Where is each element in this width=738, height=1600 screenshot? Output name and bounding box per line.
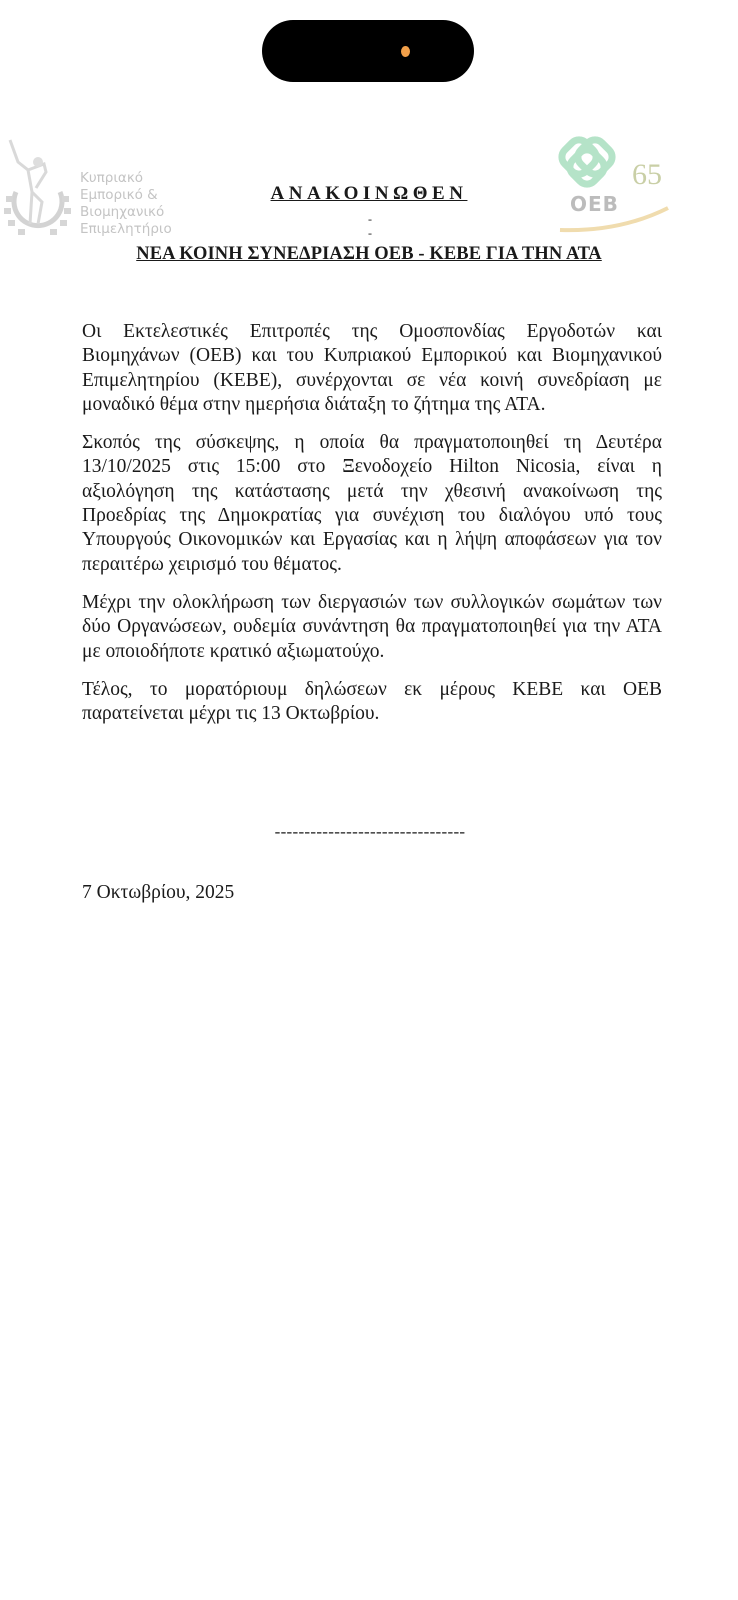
oeb-logo-name: OEB <box>570 192 619 216</box>
paragraph: Τέλος, το μορατόριουμ δηλώσεων εκ μέρους ΚΕΒΕ και ΟΕΒ παρατείνεται μέχρι τις 13 Οκτωβρίου. <box>82 678 662 725</box>
separator-line: -------------------------------- <box>274 822 466 841</box>
title-marks <box>368 212 372 240</box>
keve-logo-line: Βιομηχανικό <box>80 204 165 220</box>
document-body <box>82 320 662 740</box>
document-title: ΑΝΑΚΟΙΝΩΘΕΝ <box>270 183 468 204</box>
title-mark: - <box>368 226 372 240</box>
title-mark: - <box>368 212 372 226</box>
paragraph: Μέχρι την ολοκλήρωση των διεργασιών των συλλογικών σωμάτων των δύο Οργανώσεων, ουδεμία συνάντηση θα πραγματοποιηθεί για την ΑΤΑ με οποιοδήποτε κρατικό αξιωματούχο. <box>82 591 662 662</box>
privacy-indicator-icon <box>401 46 410 57</box>
camera-notch <box>262 20 474 82</box>
keve-logo-line: Επιμελητήριο <box>80 221 172 237</box>
document-date: 7 Οκτωβρίου, 2025 <box>82 882 235 903</box>
keve-logo-line: Κυπριακό <box>80 170 144 186</box>
anniversary-number: 65 <box>632 158 662 191</box>
paragraph: Σκοπός της σύσκεψης, η οποία θα πραγματοποιηθεί τη Δευτέρα 13/10/2025 στις 15:00 στο Ξενοδοχείο Hilton Nicosia, είναι η αξιολόγηση της κατάστασης μετά την χθεσινή ανακοίνωση της Προεδρίας της Δημοκρατίας για συνέχιση του διαλόγου υπό τους Υπουργούς Οικονομικών και Εργασίας και η λήψη αποφάσεων για τον περαιτέρω χειρισμό του θέματος. <box>82 432 662 575</box>
paragraph: Οι Εκτελεστικές Επιτροπές της Ομοσπονδίας Εργοδοτών και Βιομηχάνων (ΟΕΒ) και του Κυπριακού Εμπορικού και Βιομηχανικού Επιμελητηρίου (ΚΕΒΕ), συνέρχονται σε νέα κοινή συνεδρίαση με μοναδικό θέμα στην ημερήσια διάταξη το ζήτημα της ΑΤΑ. <box>82 321 662 415</box>
document-subtitle: ΝΕΑ ΚΟΙΝΗ ΣΥΝΕΔΡΙΑΣΗ ΟΕΒ - ΚΕΒΕ ΓΙΑ ΤΗΝ ΑΤΑ <box>136 244 602 264</box>
keve-logo-line: Εμπορικό & <box>80 187 158 203</box>
